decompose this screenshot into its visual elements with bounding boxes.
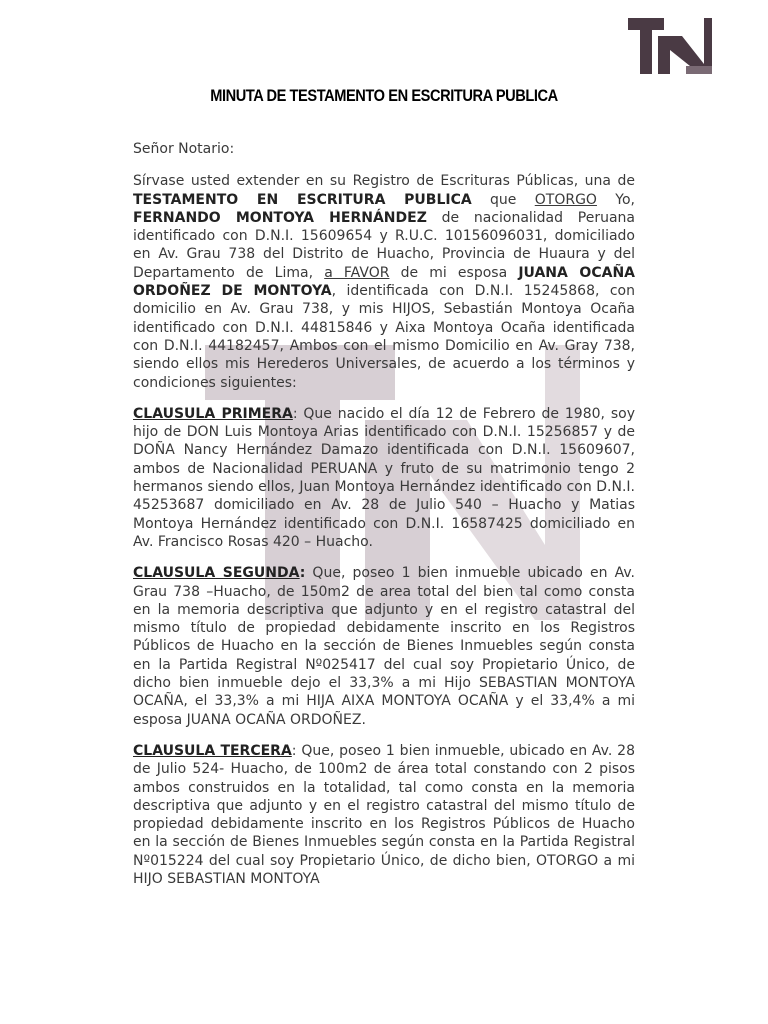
intro-paragraph: Sírvase usted extender en su Registro de Escrituras Públicas, una de TESTAMENTO EN ESCRITURA PUBLICA que OTORGO Yo, FERNANDO MONTOYA HERNÁNDEZ de nacionalidad Peruana identificado con D.N.I. 15609654 y R.U.C. 10156096031, domiciliado en Av. Grau 738 del Distrito de Huacho, Provincia de Huaura y del Departamento de Lima, a FAVOR de mi esposa JUANA OCAÑA ORDOÑEZ DE MONTOYA, identificada con D.N.I. 15245868, con domicilio en Av. Grau 738, y mis HIJOS, Sebastián Montoya Ocaña identificado con D.N.I. 44815846 y Aixa Montoya Ocaña identificada con D.N.I. 44182457, Ambos con el mismo Domicilio en Av. Gray 738, siendo ellos mis Herederos Universales, de acuerdo a los términos y condiciones siguientes:: [133, 173, 635, 391]
document-body: [133, 140, 635, 901]
clause-segunda: CLAUSULA SEGUNDA: Que, poseo 1 bien inmueble ubicado en Av. Grau 738 –Huacho, de 150m2 de area total del bien tal como consta en la memoria descriptiva que adjunto y en el registro catastral del mismo título de propiedad debidamente inscrito en los Registros Públicos de Huacho en la sección de Bienes Inmuebles según consta en la Partida Registral Nº025417 del cual soy Propietario Único, de dicho bien inmueble dejo el 33,3% a mi Hijo SEBASTIAN MONTOYA OCAÑA, el 33,3% a mi HIJA AIXA MONTOYA OCAÑA y el 33,4% a mi esposa JUANA OCAÑA ORDOÑEZ.: [133, 565, 635, 728]
clause-label: CLAUSULA TERCERA: [133, 742, 292, 759]
tn-logo-icon: [624, 14, 712, 78]
clause-primera: CLAUSULA PRIMERA: Que nacido el día 12 de Febrero de 1980, soy hijo de DON Luis Montoya Arias identificado con D.N.I. 15256857 y de DOÑA Nancy Hernández Damazo identificada con D.N.I. 15609607, ambos de Nacionalidad PERUANA y fruto de su matrimonio tengo 2 hermanos siendo ellos, Juan Montoya Hernández identificado con D.N.I. 45253687 domiciliado en Av. 28 de Julio 540 – Huacho y Matias Montoya Hernández identificado con D.N.I. 16587425 domiciliado en Av. Francisco Rosas 420 – Huacho.: [133, 405, 635, 550]
document-title: MINUTA DE TESTAMENTO EN ESCRITURA PUBLICA: [210, 86, 558, 105]
clause-tercera: CLAUSULA TERCERA: Que, poseo 1 bien inmueble, ubicado en Av. 28 de Julio 524- Huacho, de 100m2 de área total constando con 2 pisos ambos construidos en la totalidad, tal como consta en la memoria descriptiva que adjunto y en el registro catastral del mismo título de propiedad debidamente inscrito en los Registros Públicos de Huacho en la sección de Bienes Inmuebles según consta en la Partida Registral Nº015224 del cual soy Propietario Único, de dicho bien, OTORGO a mi HIJO SEBASTIAN MONTOYA: [133, 742, 635, 887]
salutation: Señor Notario:: [133, 141, 235, 157]
clause-label: CLAUSULA PRIMERA: [133, 405, 293, 422]
clause-label: CLAUSULA SEGUNDA: [133, 565, 300, 582]
